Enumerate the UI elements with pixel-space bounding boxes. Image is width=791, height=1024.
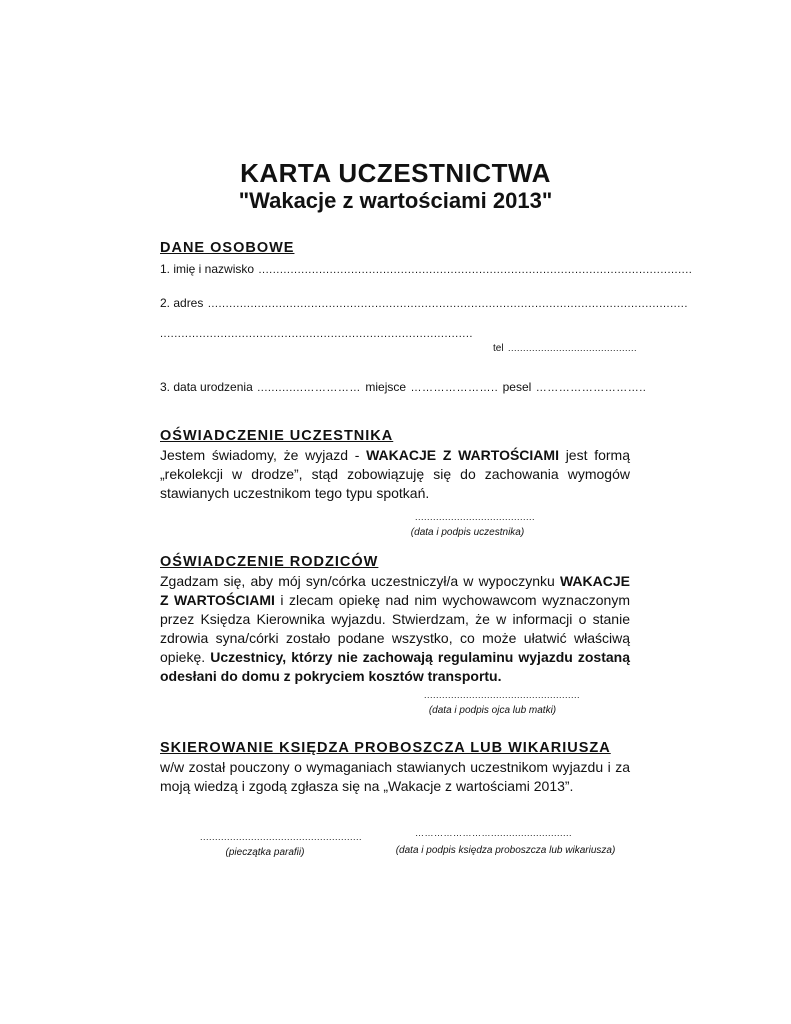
personal-heading: DANE OSOBOWE — [160, 240, 295, 256]
name-dots: .......................................................................................................................... — [258, 264, 693, 276]
participant-text-1: Jestem świadomy, że wyjazd - — [160, 447, 367, 463]
parents-statement — [160, 572, 630, 686]
place-dots: ………………….. — [410, 382, 499, 394]
name-row — [160, 260, 692, 278]
birth-dots: .............…………… — [257, 382, 361, 394]
address-dots: ....................................................................................................................................... — [207, 298, 688, 310]
participant-text-2: jest formą „rekolekcji w drodze”, stąd zobowiązuję się do zachowania wymogów stawianych uczestnikom tego typu spotkań. — [160, 447, 630, 501]
birth-row — [160, 378, 646, 396]
address-dots-2: ........................................................................................ — [160, 328, 473, 340]
participant-signature-label: (data i podpis uczestnika) — [410, 527, 525, 538]
tel-label: tel — [493, 343, 504, 354]
priest-signature-line: ……………………........................... — [415, 828, 573, 838]
participant-statement — [160, 446, 630, 503]
tel-dots: ........................................... — [508, 343, 638, 353]
parents-text-2: i zlecam opiekę nad nim wychowawcom wyznaczonym przez Księdza Kierownika wyjazdu. Stwierdzam, że w informacji o stanie zdrowia syna/córki zostało podane wszystko, co może ułatwić właściwą opiekę. — [160, 592, 630, 665]
parents-signature-line: .................................................... — [424, 690, 581, 700]
tel-row — [493, 338, 637, 356]
priest-signature-label: (data i podpis księdza proboszcza lub wikariusza) — [395, 845, 616, 856]
priest-statement: w/w został pouczony o wymaganiach stawianych uczestnikom wyjazdu i za moją wiedzą i zgodą zgłasza się na „Wakacje z wartościami 2013”. — [160, 759, 630, 794]
parents-text-bold-1: WAKACJE Z WARTOŚCIAMI — [160, 573, 630, 608]
address-label: 2. adres — [160, 296, 204, 310]
parents-text-1: Zgadzam się, aby mój syn/córka uczestniczył/a w wypoczynku — [160, 573, 560, 589]
birth-label: 3. data urodzenia — [160, 380, 253, 394]
parents-heading: OŚWIADCZENIE RODZICÓW — [160, 554, 379, 570]
participant-heading: OŚWIADCZENIE UCZESTNIKA — [160, 428, 394, 444]
place-label: miejsce — [365, 380, 407, 394]
page-title: KARTA UCZESTNICTWA — [240, 158, 551, 188]
parents-signature-label: (data i podpis ojca lub matki) — [428, 705, 557, 716]
stamp-line: ...................................................... — [200, 832, 363, 842]
stamp-label: (pieczątka parafii) — [225, 847, 305, 858]
parents-text-bold-2: Uczestnicy, którzy nie zachowają regulaminu wyjazdu zostaną odesłani do domu z pokryciem kosztów transportu. — [160, 649, 630, 684]
pesel-label: pesel — [502, 380, 532, 394]
participant-signature-line: ........................................ — [415, 512, 536, 522]
pesel-dots: ……………………….. — [535, 382, 647, 394]
name-label: 1. imię i nazwisko — [160, 262, 255, 276]
page-subtitle: "Wakacje z wartościami 2013" — [238, 188, 553, 213]
priest-heading: SKIEROWANIE KSIĘDZA PROBOSZCZA LUB WIKARIUSZA — [160, 740, 611, 756]
address-row — [160, 294, 688, 312]
participant-text-bold: WAKACJE Z WARTOŚCIAMI — [366, 447, 559, 463]
